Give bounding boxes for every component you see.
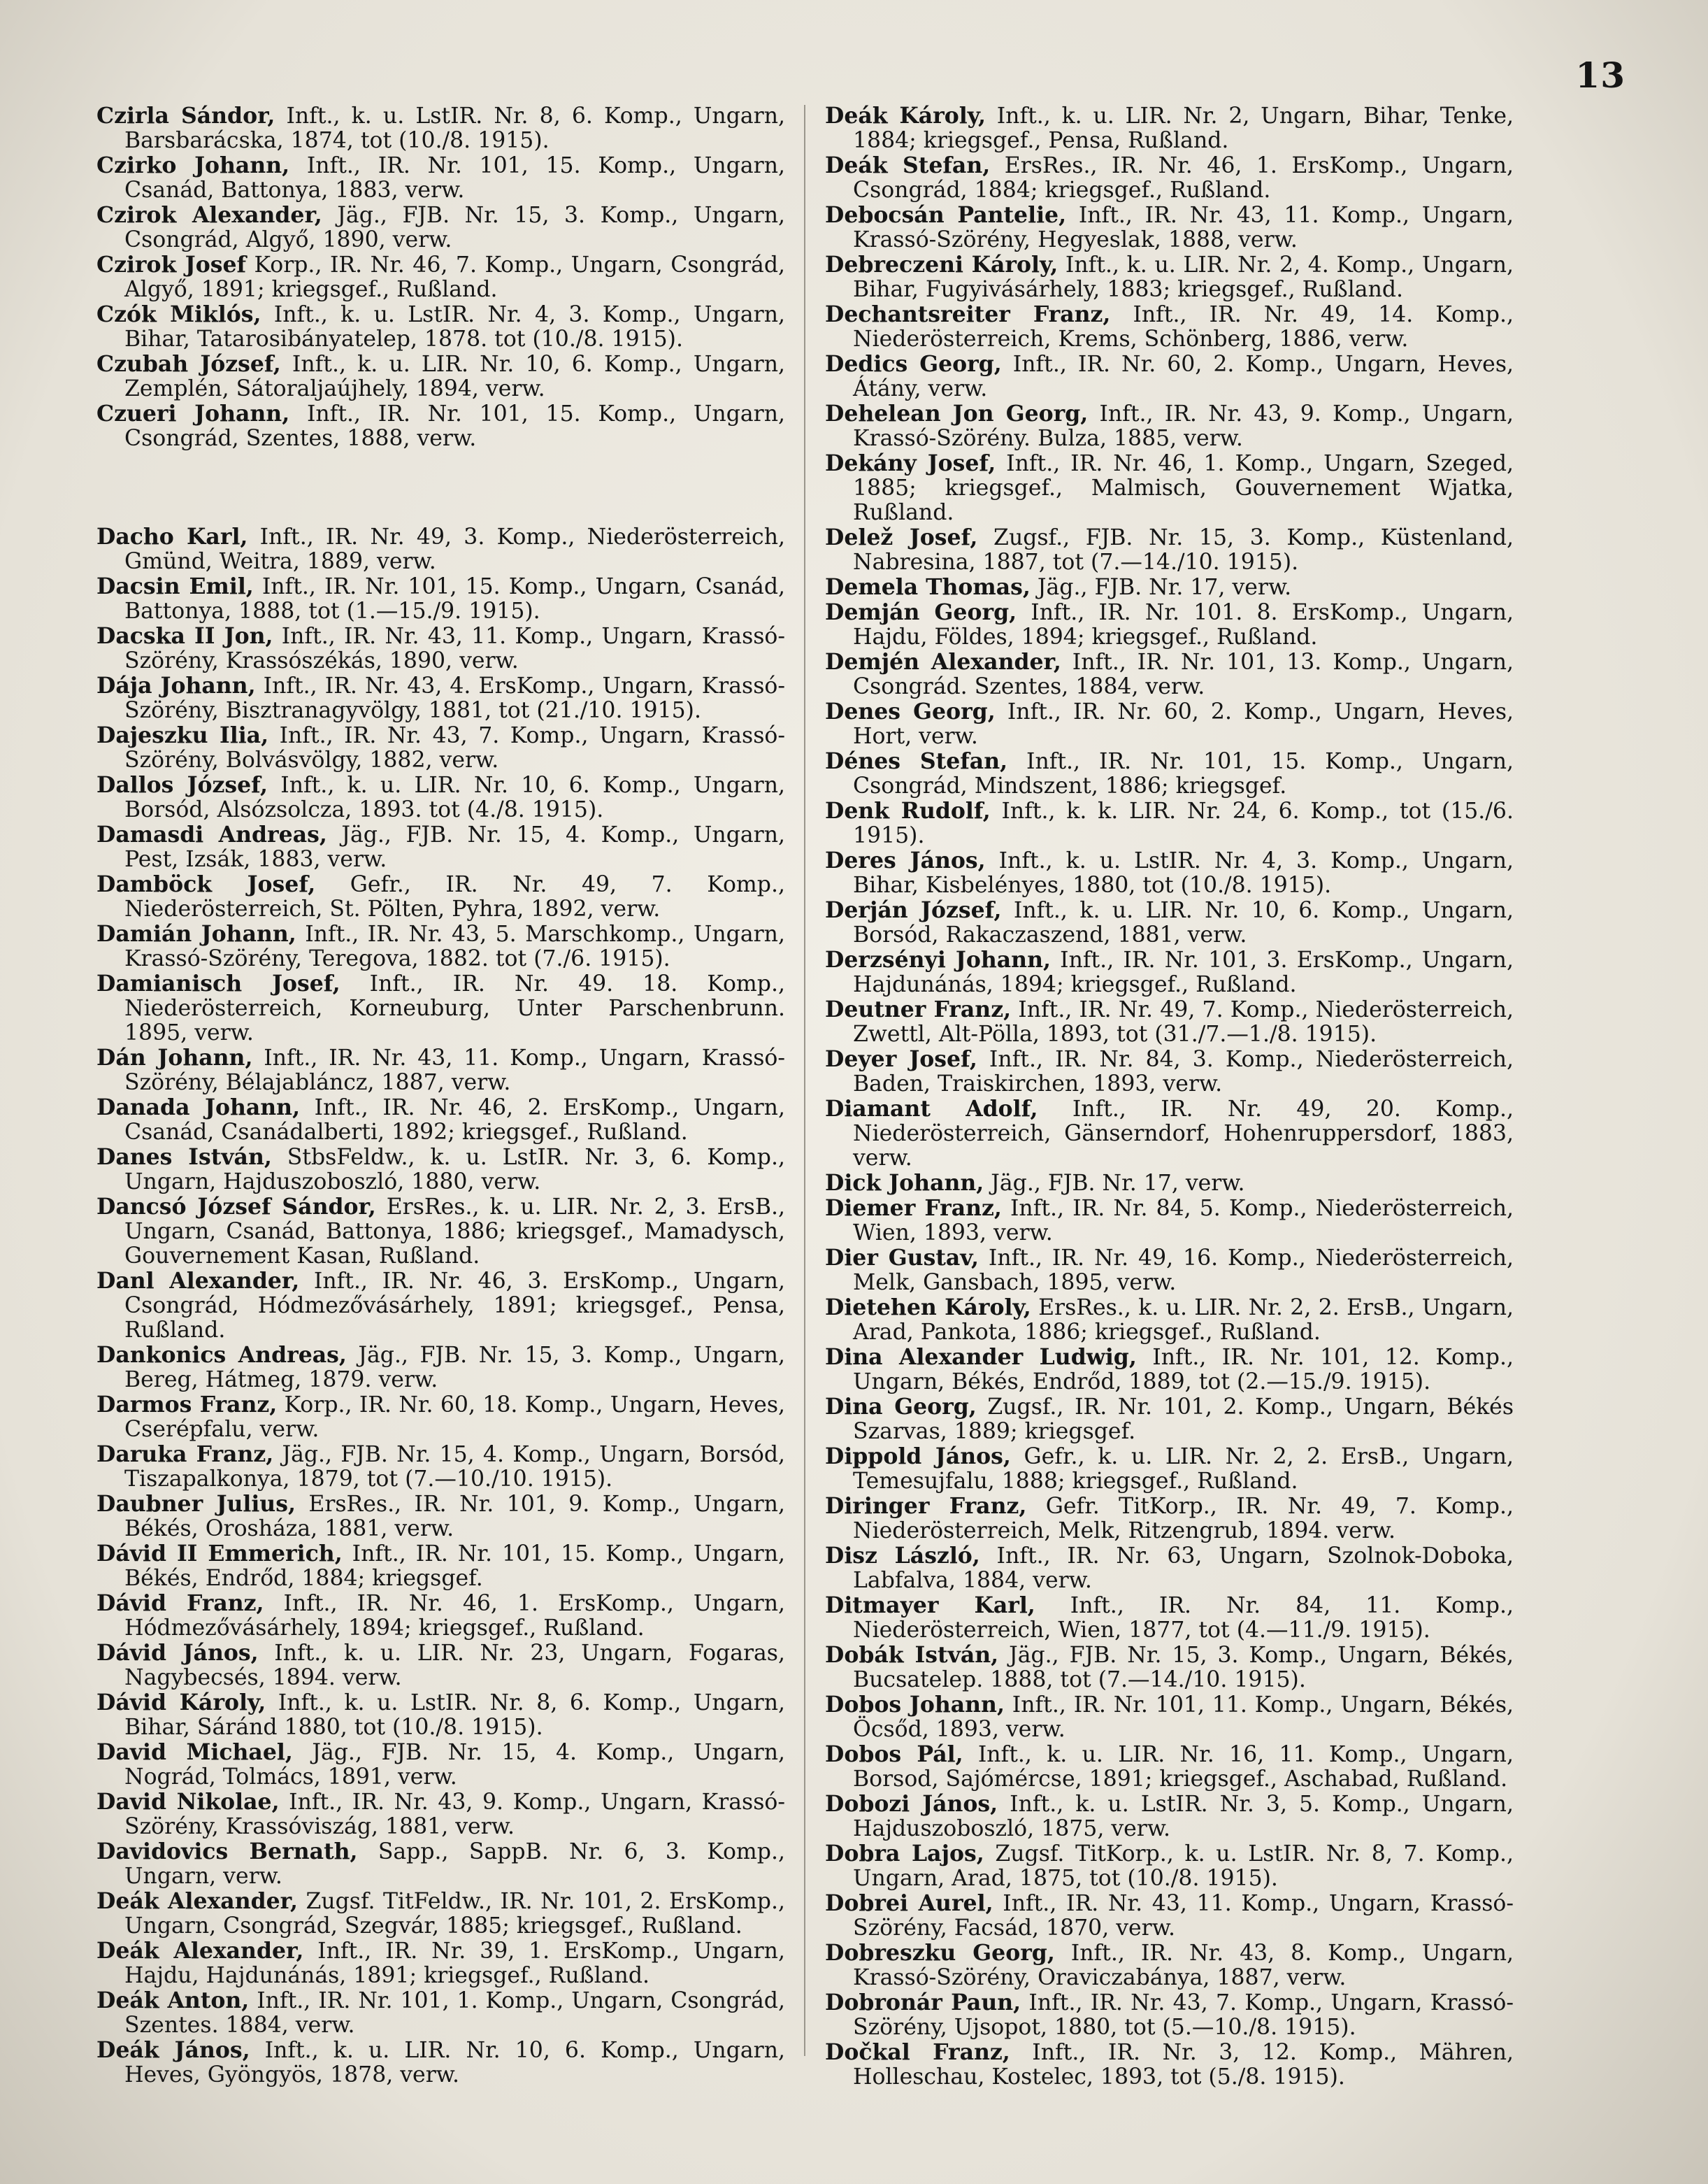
casualty-entry (825, 1295, 1514, 1345)
casualty-entry (825, 1742, 1514, 1792)
entry-details: Inft., IR. Nr. 84, 5. Komp., Niederösterreich, Wien, 1893, verw. (853, 1196, 1514, 1246)
casualty-entry (825, 352, 1514, 401)
entry-list-de (825, 104, 1514, 2090)
entry-name: Demján Georg, (825, 599, 1017, 625)
entry-details: Inft., IR. Nr. 101, 15. Komp., Ungarn, Békés, Endrőd, 1884; kriegsgef. (124, 1541, 785, 1591)
entry-details: Inft., IR. Nr. 84, 3. Komp., Niederösterreich, Baden, Traiskirchen, 1893, verw. (853, 1047, 1514, 1097)
entry-name: Czirko Johann, (96, 152, 290, 178)
section-gap (96, 451, 785, 524)
entry-details: Inft., IR. Nr. 60, 2. Komp., Ungarn, Heves, Átány, verw. (853, 352, 1514, 401)
entry-details: StbsFeldw., k. u. LstIR. Nr. 3, 6. Komp., Ungarn, Hajduszoboszló, 1880, verw. (124, 1145, 785, 1194)
entry-name: Czók Miklós, (96, 301, 261, 327)
entry-name: Dája Johann, (96, 673, 256, 699)
entry-name: Deres János, (825, 848, 986, 873)
entry-name: Deák Károly, (825, 103, 986, 129)
casualty-entry (96, 1442, 785, 1492)
casualty-entry (825, 948, 1514, 997)
casualty-entry (825, 104, 1514, 153)
entry-details: Inft., IR. Nr. 43, 11. Komp., Ungarn, Krassó-Szörény, Hegyeslak, 1888, verw. (853, 203, 1514, 252)
entry-name: Dippold János, (825, 1443, 1011, 1469)
casualty-entry (825, 1246, 1514, 1295)
entry-name: Dán Johann, (96, 1045, 253, 1071)
entry-details: Inft., IR. Nr. 49, 7. Komp., Niederösterreich, Zwettl, Alt-Pölla, 1893, tot (31./7.—1./8. 1915). (853, 997, 1514, 1047)
entry-name: Dick Johann, (825, 1170, 984, 1196)
entry-name: Dobos Pál, (825, 1741, 963, 1767)
casualty-entry (96, 574, 785, 624)
entry-list-c (96, 104, 785, 451)
casualty-entry (96, 352, 785, 401)
entry-name: Dekány Josef, (825, 450, 996, 476)
entry-name: Dávid Károly, (96, 1690, 266, 1715)
entry-name: Danes István, (96, 1144, 272, 1170)
casualty-entry (825, 650, 1514, 699)
entry-details: Inft., IR. Nr. 43, 9. Komp., Ungarn, Krassó-Szörény. Bulza, 1885, verw. (853, 401, 1514, 451)
casualty-entry (96, 1045, 785, 1095)
entry-name: Dobrei Aurel, (825, 1890, 993, 1916)
entry-name: Deyer Josef, (825, 1046, 977, 1072)
entry-name: Dobos Johann, (825, 1692, 1005, 1718)
entry-name: Darmos Franz, (96, 1392, 278, 1418)
entry-details: Inft., k. u. LstIR. Nr. 4, 3. Komp., Ungarn, Bihar, Tatarosibányatelep, 1878. tot (10./8. 1915). (124, 302, 785, 352)
casualty-entry (96, 1541, 785, 1591)
casualty-entry (825, 1941, 1514, 1990)
entry-name: Dajeszku Ilia, (96, 722, 269, 748)
entry-name: Dénes Stefan, (825, 748, 1008, 774)
entry-details: ErsRes., k. u. LIR. Nr. 2, 3. ErsB., Ungarn, Csanád, Battonya, 1886; kriegsgef., Mamadysch, Gouvernement Kasan, Rußland. (124, 1194, 785, 1269)
entry-name: Dacska II Jon, (96, 623, 273, 649)
entry-details: Sapp., SappB. Nr. 6, 3. Komp., Ungarn, verw. (124, 1839, 785, 1889)
entry-details: Inft., IR. Nr. 43, 11. Komp., Ungarn, Krassó-Szörény, Bélajabláncz, 1887, verw. (124, 1045, 786, 1095)
entry-details: Inft., IR. Nr. 101. 8. ErsKomp., Ungarn, Hajdu, Földes, 1894; kriegsgef., Rußland. (853, 600, 1514, 650)
entry-details: Inft., IR. Nr. 101, 3. ErsKomp., Ungarn, Hajdunánás, 1894; kriegsgef., Rußland. (853, 948, 1514, 997)
entry-details: Inft., IR. Nr. 43, 8. Komp., Ungarn, Krassó-Szörény, Oraviczabánya, 1887, verw. (853, 1941, 1514, 1990)
right-column (825, 104, 1514, 2090)
entry-details: Zugsf. TitFeldw., IR. Nr. 101, 2. ErsKomp., Ungarn, Csongrád, Szegvár, 1885; kriegsgef., Rußland. (124, 1889, 785, 1939)
casualty-entry (825, 401, 1514, 451)
entry-name: Derzsényi Johann, (825, 947, 1051, 973)
entry-name: Czirok Alexander, (96, 202, 322, 228)
entry-details: ErsRes., k. u. LIR. Nr. 2, 2. ErsB., Ungarn, Arad, Pankota, 1886; kriegsgef., Rußland. (853, 1295, 1514, 1345)
entry-details: Inft., IR. Nr. 46, 1. ErsKomp., Ungarn, Hódmezővásárhely, 1894; kriegsgef., Rußland. (124, 1591, 785, 1641)
casualty-entry (96, 922, 785, 971)
entry-details: Inft., IR. Nr. 60, 2. Komp., Ungarn, Heves, Hort, verw. (853, 699, 1514, 749)
casualty-entry (825, 302, 1514, 352)
entry-details: Jäg., FJB. Nr. 15, 4. Komp., Ungarn, Nográd, Tolmács, 1891, verw. (124, 1740, 785, 1790)
casualty-entry (96, 1690, 785, 1740)
entry-details: Jäg., FJB. Nr. 15, 4. Komp., Ungarn, Borsód, Tiszapalkonya, 1879, tot (7.—10./10. 1915). (124, 1442, 785, 1492)
entry-name: Damasdi Andreas, (96, 822, 327, 848)
casualty-entry (825, 1792, 1514, 1841)
entry-name: Dietehen Károly, (825, 1294, 1031, 1320)
entry-name: Dina Georg, (825, 1394, 977, 1420)
entry-name: Deák János, (96, 2037, 250, 2063)
casualty-entry (825, 1196, 1514, 1246)
left-column (96, 104, 785, 2087)
casualty-entry (96, 302, 785, 352)
entry-details: Inft., IR. Nr. 43, 4. ErsKomp., Ungarn, Krassó-Szörény, Bisztranagyvölgy, 1881, tot (21./10. 1915). (124, 673, 785, 723)
casualty-entry (825, 997, 1514, 1047)
entry-details: Inft., k. u. LIR. Nr. 16, 11. Komp., Ungarn, Borsod, Sajómércse, 1891; kriegsgef., Aschabad, Rußland. (853, 1742, 1514, 1792)
entry-name: David Michael, (96, 1739, 293, 1765)
casualty-entry (825, 600, 1514, 650)
entry-details: ErsRes., IR. Nr. 46, 1. ErsKomp., Ungarn, Csongrád, 1884; kriegsgef., Rußland. (853, 153, 1514, 203)
entry-name: Davidovics Bernath, (96, 1839, 358, 1864)
casualty-entry (96, 1095, 785, 1145)
entry-name: Disz László, (825, 1543, 980, 1569)
entry-name: Dedics Georg, (825, 351, 1002, 377)
casualty-entry (825, 749, 1514, 799)
entry-name: Denk Rudolf, (825, 798, 991, 824)
entry-details: Inft., IR. Nr. 84, 11. Komp., Niederösterreich, Wien, 1877, tot (4.—11./9. 1915). (853, 1593, 1514, 1643)
entry-details: Gefr., IR. Nr. 49, 7. Komp., Niederösterreich, St. Pölten, Pyhra, 1892, verw. (124, 872, 785, 922)
casualty-entry (96, 1392, 785, 1442)
entry-details: Inft., IR. Nr. 39, 1. ErsKomp., Ungarn, Hajdu, Hajdunánás, 1891; kriegsgef., Rußland. (124, 1939, 785, 1988)
casualty-entry (96, 872, 785, 922)
casualty-entry (825, 575, 1514, 600)
entry-name: Danada Johann, (96, 1094, 301, 1120)
entry-details: Inft., IR. Nr. 101, 15. Komp., Ungarn, Csanád, Battonya, 1883, verw. (124, 153, 786, 203)
entry-details: Zugsf. TitKorp., k. u. LstIR. Nr. 8, 7. Komp., Ungarn, Arad, 1875, tot (10./8. 1915). (853, 1841, 1514, 1891)
entry-name: Deák Alexander, (96, 1938, 304, 1964)
entry-details: Inft., k. k. LIR. Nr. 24, 6. Komp., tot (15./6. 1915). (853, 799, 1514, 848)
entry-name: Deák Alexander, (96, 1888, 298, 1914)
casualty-entry (825, 1097, 1514, 1171)
entry-name: Dávid János, (96, 1640, 259, 1666)
entry-details: Inft., IR. Nr. 43, 11. Komp., Ungarn, Krassó-Szörény, Krassószékás, 1890, verw. (124, 624, 786, 673)
page-number: 13 (1575, 55, 1626, 96)
entry-name: Dobra Lajos, (825, 1841, 984, 1867)
entry-details: Jäg., FJB. Nr. 15, 3. Komp., Ungarn, Csongrád, Algyő, 1890, verw. (124, 203, 786, 252)
entry-list-d (96, 524, 785, 2087)
entry-details: Inft., IR. Nr. 43, 7. Komp., Ungarn, Krassó-Szörény, Ujsopot, 1880, tot (5.—10./8. 1915). (853, 1990, 1514, 2040)
casualty-entry (825, 1841, 1514, 1891)
entry-details: Inft., k. u. LIR. Nr. 2, Ungarn, Bihar, Tenke, 1884; kriegsgef., Pensa, Rußland. (853, 104, 1514, 153)
casualty-entry (825, 1543, 1514, 1593)
entry-details: Inft., k. u. LIR. Nr. 10, 6. Komp., Ungarn, Borsód, Rakaczaszend, 1881, verw. (853, 898, 1514, 948)
entry-name: Damián Johann, (96, 921, 296, 947)
entry-details: Inft., IR. Nr. 49, 14. Komp., Niederösterreich, Krems, Schönberg, 1886, verw. (853, 302, 1514, 352)
entry-name: Damböck Josef, (96, 871, 316, 897)
casualty-entry (96, 1492, 785, 1541)
entry-name: Dina Alexander Ludwig, (825, 1344, 1137, 1370)
casualty-entry (96, 524, 785, 574)
casualty-entry (96, 1740, 785, 1790)
entry-name: Debocsán Pantelie, (825, 202, 1067, 228)
entry-details: Inft., IR. Nr. 43, 5. Marschkomp., Ungarn, Krassó-Szörény, Teregova, 1882. tot (7./6. 1915). (124, 922, 785, 971)
casualty-entry (96, 822, 785, 872)
casualty-entry (825, 1990, 1514, 2040)
entry-details: Inft., k. u. LstIR. Nr. 3, 5. Komp., Ungarn, Hajduszoboszló, 1875, verw. (853, 1792, 1514, 1841)
casualty-entry (825, 451, 1514, 525)
entry-name: Denes Georg, (825, 699, 996, 725)
entry-name: Dobozi János, (825, 1791, 998, 1817)
entry-details: Inft., IR. Nr. 101, 13. Komp., Ungarn, Csongrád. Szentes, 1884, verw. (853, 650, 1514, 699)
entry-details: Gefr., k. u. LIR. Nr. 2, 2. ErsB., Ungarn, Temesujfalu, 1888; kriegsgef., Rußland. (853, 1444, 1514, 1494)
entry-name: David Nikolae, (96, 1789, 280, 1815)
casualty-entry (96, 153, 785, 203)
casualty-entry (96, 203, 785, 252)
entry-details: Inft., k. u. LIR. Nr. 10, 6. Komp., Ungarn, Heves, Gyöngyös, 1878, verw. (124, 2038, 785, 2087)
entry-name: Damianisch Josef, (96, 971, 340, 997)
casualty-entry (96, 1641, 785, 1690)
entry-details: Zugsf., IR. Nr. 101, 2. Komp., Ungarn, Békés Szarvas, 1889; kriegsgef. (853, 1394, 1514, 1444)
entry-details: Korp., IR. Nr. 46, 7. Komp., Ungarn, Csongrád, Algyő, 1891; kriegsgef., Rußland. (124, 252, 785, 302)
casualty-entry (96, 1591, 785, 1641)
entry-name: Diringer Franz, (825, 1493, 1027, 1519)
entry-details: Inft., IR. Nr. 101, 15. Komp., Ungarn, Csongrád, Mindszent, 1886; kriegsgef. (853, 749, 1514, 799)
entry-details: Inft., IR. Nr. 101, 1. Komp., Ungarn, Csongrád, Szentes. 1884, verw. (124, 1988, 785, 2038)
entry-name: Demjén Alexander, (825, 649, 1061, 675)
entry-name: Dallos József, (96, 772, 268, 798)
casualty-entry (825, 1444, 1514, 1494)
entry-details: Inft., IR. Nr. 101, 12. Komp., Ungarn, Békés, Endrőd, 1889, tot (2.—15./9. 1915). (853, 1345, 1514, 1394)
entry-details: Inft., k. u. LIR. Nr. 10, 6. Komp., Ungarn, Borsód, Alsózsolcza, 1893. tot (4./8. 1915). (124, 773, 785, 822)
entry-name: Dobreszku Georg, (825, 1940, 1055, 1966)
casualty-entry (825, 1394, 1514, 1444)
entry-details: Zugsf., FJB. Nr. 15, 3. Komp., Küstenland, Nabresina, 1887, tot (7.—14./10. 1915). (853, 525, 1514, 575)
column-divider (804, 105, 805, 2056)
casualty-entry (96, 1145, 785, 1194)
entry-details: Inft., IR. Nr. 46, 2. ErsKomp., Ungarn, Csanád, Csanádalberti, 1892; kriegsgef., Rußland. (124, 1095, 785, 1145)
entry-name: Daubner Julius, (96, 1491, 296, 1517)
casualty-entry (825, 252, 1514, 302)
casualty-entry (825, 2040, 1514, 2090)
entry-details: Inft., IR. Nr. 43, 9. Komp., Ungarn, Krassó-Szörény, Krassóviszág, 1881, verw. (124, 1790, 785, 1839)
casualty-entry (96, 1194, 785, 1269)
entry-name: Dobák István, (825, 1642, 999, 1668)
entry-name: Ditmayer Karl, (825, 1592, 1035, 1618)
entry-details: Jäg., FJB. Nr. 17, verw. (1030, 575, 1292, 600)
casualty-entry (96, 1988, 785, 2038)
casualty-entry (825, 1593, 1514, 1643)
entry-name: Dávid Franz, (96, 1590, 264, 1616)
entry-name: Dehelean Jon Georg, (825, 401, 1089, 427)
entry-details: Inft., IR. Nr. 101, 15. Komp., Ungarn, Csongrád, Szentes, 1888, verw. (124, 401, 786, 451)
casualty-entry (96, 673, 785, 723)
entry-name: Derján József, (825, 897, 1002, 923)
entry-details: Inft., k. u. LIR. Nr. 2, 4. Komp., Ungarn, Bihar, Fugyivásárhely, 1883; kriegsgef., Rußland. (853, 252, 1514, 302)
casualty-entry (825, 203, 1514, 252)
entry-details: Inft., k. u. LIR. Nr. 10, 6. Komp., Ungarn, Zemplén, Sátoraljaújhely, 1894, verw. (124, 352, 785, 401)
entry-name: Czirla Sándor, (96, 103, 275, 129)
casualty-entry (96, 1790, 785, 1839)
entry-details: Inft., IR. Nr. 46, 3. ErsKomp., Ungarn, Csongrád, Hódmezővásárhely, 1891; kriegsgef., Pensa, Rußland. (124, 1269, 785, 1343)
entry-details: Inft., IR. Nr. 49, 20. Komp., Niederösterreich, Gänserndorf, Hohenruppersdorf, 1883, verw. (853, 1097, 1514, 1171)
casualty-entry (96, 104, 785, 153)
entry-name: Delež Josef, (825, 524, 978, 550)
entry-details: Inft., IR. Nr. 3, 12. Komp., Mähren, Holleschau, Kostelec, 1893, tot (5./8. 1915). (853, 2040, 1514, 2090)
casualty-entry (96, 1839, 785, 1889)
entry-name: Deák Anton, (96, 1987, 250, 2013)
entry-name: Czirok Josef (96, 252, 247, 278)
casualty-entry (96, 1269, 785, 1343)
casualty-entry (825, 799, 1514, 848)
entry-name: Diamant Adolf, (825, 1096, 1038, 1122)
entry-details: Inft., IR. Nr. 49, 3. Komp., Niederösterreich, Gmünd, Weitra, 1889, verw. (124, 524, 785, 574)
casualty-entry (825, 525, 1514, 575)
entry-details: Inft., k. u. LstIR. Nr. 8, 6. Komp., Ungarn, Bihar, Sáránd 1880, tot (10./8. 1915). (124, 1690, 785, 1740)
casualty-entry (825, 699, 1514, 749)
casualty-entry (825, 1692, 1514, 1742)
entry-details: Inft., IR. Nr. 43, 11. Komp., Ungarn, Krassó-Szörény, Facsád, 1870, verw. (853, 1891, 1514, 1941)
entry-name: Dacsin Emil, (96, 573, 254, 599)
casualty-entry (96, 723, 785, 773)
casualty-entry (96, 1889, 785, 1939)
entry-name: Dankonics Andreas, (96, 1342, 347, 1368)
entry-details: Inft., k. u. LstIR. Nr. 8, 6. Komp., Ungarn, Barsbarácska, 1874, tot (10./8. 1915). (124, 104, 786, 153)
entry-details: Jäg., FJB. Nr. 15, 3. Komp., Ungarn, Bereg, Hátmeg, 1879. verw. (124, 1343, 785, 1392)
casualty-entry (825, 848, 1514, 898)
entry-details: Jäg., FJB. Nr. 15, 4. Komp., Ungarn, Pest, Izsák, 1883, verw. (124, 822, 785, 872)
entry-name: Czubah József, (96, 351, 281, 377)
entry-details: Inft., IR. Nr. 101, 11. Komp., Ungarn, Békés, Öcsőd, 1893, verw. (853, 1692, 1514, 1742)
casualty-entry (825, 1494, 1514, 1543)
casualty-entry (825, 1345, 1514, 1394)
casualty-entry (96, 252, 785, 302)
entry-name: Czueri Johann, (96, 401, 290, 427)
entry-name: Daruka Franz, (96, 1441, 274, 1467)
casualty-entry (96, 971, 785, 1045)
casualty-entry (96, 401, 785, 451)
entry-name: Dacho Karl, (96, 524, 248, 550)
entry-details: Inft., k. u. LIR. Nr. 23, Ungarn, Fogaras, Nagybecsés, 1894. verw. (124, 1641, 785, 1690)
entry-name: Demela Thomas, (825, 574, 1031, 600)
entry-name: Deutner Franz, (825, 997, 1012, 1022)
entry-name: Dechantsreiter Franz, (825, 301, 1111, 327)
entry-name: Dobronár Paun, (825, 1990, 1021, 2015)
entry-details: Inft., k. u. LstIR. Nr. 4, 3. Komp., Ungarn, Bihar, Kisbelényes, 1880, tot (10./8. 1915). (853, 848, 1514, 898)
casualty-entry (825, 153, 1514, 203)
casualty-entry (825, 1891, 1514, 1941)
entry-details: Gefr. TitKorp., IR. Nr. 49, 7. Komp., Niederösterreich, Melk, Ritzengrub, 1894. verw. (853, 1494, 1514, 1543)
entry-name: Deák Stefan, (825, 152, 991, 178)
entry-name: Debreczeni Károly, (825, 252, 1058, 278)
casualty-entry (96, 2038, 785, 2087)
entry-details: Korp., IR. Nr. 60, 18. Komp., Ungarn, Heves, Cserépfalu, verw. (124, 1392, 785, 1442)
casualty-entry (825, 1171, 1514, 1196)
entry-details: Jäg., FJB. Nr. 15, 3. Komp., Ungarn, Békés, Bucsatelep. 1888, tot (7.—14./10. 1915). (853, 1643, 1514, 1692)
entry-name: Dočkal Franz, (825, 2039, 1010, 2065)
entry-details: Inft., IR. Nr. 49. 18. Komp., Niederösterreich, Korneuburg, Unter Parschenbrunn. 1895, verw. (124, 971, 785, 1045)
casualty-entry (96, 773, 785, 822)
entry-name: Dávid II Emmerich, (96, 1541, 343, 1566)
casualty-entry (825, 898, 1514, 948)
entry-details: ErsRes., IR. Nr. 101, 9. Komp., Ungarn, Békés, Orosháza, 1881, verw. (124, 1492, 785, 1541)
entry-details: Jäg., FJB. Nr. 17, verw. (984, 1171, 1245, 1196)
entry-name: Dier Gustav, (825, 1245, 979, 1271)
casualty-entry (825, 1047, 1514, 1097)
entry-name: Danl Alexander, (96, 1268, 300, 1294)
entry-details: Inft., IR. Nr. 46, 1. Komp., Ungarn, Szeged, 1885; kriegsgef., Malmisch, Gouvernement Wjatka, Rußland. (853, 451, 1514, 525)
entry-details: Inft., IR. Nr. 49, 16. Komp., Niederösterreich, Melk, Gansbach, 1895, verw. (853, 1246, 1514, 1295)
casualty-entry (96, 1939, 785, 1988)
entry-name: Dancsó József Sándor, (96, 1194, 376, 1220)
entry-details: Inft., IR. Nr. 43, 7. Komp., Ungarn, Krassó-Szörény, Bolvásvölgy, 1882, verw. (124, 723, 785, 773)
casualty-entry (825, 1643, 1514, 1692)
entry-details: Inft., IR. Nr. 101, 15. Komp., Ungarn, Csanád, Battonya, 1888, tot (1.—15./9. 1915). (124, 574, 785, 624)
casualty-entry (96, 624, 785, 673)
entry-name: Diemer Franz, (825, 1195, 1002, 1221)
entry-details: Inft., IR. Nr. 63, Ungarn, Szolnok-Doboka, Labfalva, 1884, verw. (853, 1543, 1514, 1593)
casualty-entry (96, 1343, 785, 1392)
